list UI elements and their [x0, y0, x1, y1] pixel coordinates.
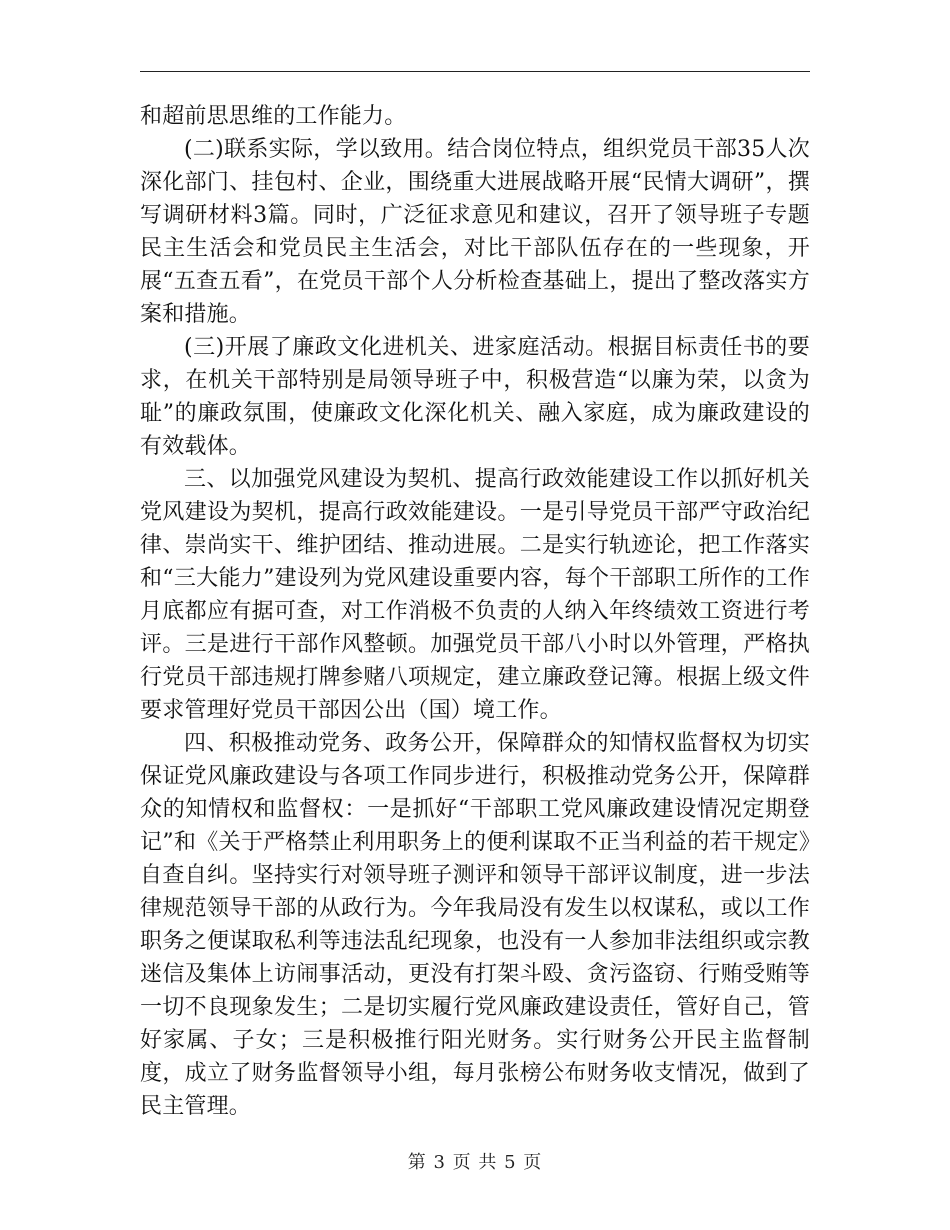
- paragraph-section-3: (三)开展了廉政文化进机关、进家庭活动。根据目标责任书的要求，在机关干部特别是局领导班子中，积极营造“以廉为荣，以贪为耻”的廉政氛围，使廉政文化深化机关、融入家庭，成为廉政建设的有效载体。: [140, 335, 810, 459]
- page-number-footer: 第 3 页 共 5 页: [407, 1152, 543, 1173]
- paragraph-part-four: 四、积极推动党务、政务公开，保障群众的知情权监督权为切实保证党风廉政建设与各项工作同步进行，积极推动党务公开，保障群众的知情权和监督权：一是抓好“干部职工党风廉政建设情况定期登记”和《关于严格禁止利用职务上的便利谋取不正当利益的若干规定》自查自纠。坚持实行对领导班子测评和领导干部评议制度，进一步法律规范领导干部的从政行为。今年我局没有发生以权谋私，或以工作职务之便谋取私利等违法乱纪现象，也没有一人参加非法组织或宗教迷信及集体上访闹事活动，更没有打架斗殴、贪污盗窃、行贿受贿等一切不良现象发生；二是切实履行党风廉政建设责任，管好自己，管好家属、子女；三是积极推行阳光财务。实行财务公开民主监督制度，成立了财务监督领导小组，每月张榜公布财务收支情况，做到了民主管理。: [140, 731, 810, 1119]
- paragraph-continuation: 和超前思思维的工作能力。: [140, 104, 407, 129]
- paragraph-section-2: (二)联系实际，学以致用。结合岗位特点，组织党员干部35人次深化部门、挂包村、企业，围绕重大进展战略开展“民情大调研”，撰写调研材料3篇。同时，广泛征求意见和建议，召开了领导班子专题民主生活会和党员民主生活会，对比干部队伍存在的一些现象，开展“五查五看”，在党员干部个人分析检查基础上，提出了整改落实方案和措施。: [140, 137, 810, 327]
- document-body: [140, 100, 810, 1123]
- header-rule: [140, 71, 810, 72]
- paragraph-part-three: 三、以加强党风建设为契机、提高行政效能建设工作以抓好机关党风建设为契机，提高行政效能建设。一是引导党员干部严守政治纪律、崇尚实干、维护团结、推动进展。二是实行轨迹论，把工作落实和“三大能力”建设列为党风建设重要内容，每个干部职工所作的工作月底都应有据可查，对工作消极不负责的人纳入年终绩效工资进行考评。三是进行干部作风整顿。加强党员干部八小时以外管理，严格执行党员干部违规打牌参赌八项规定，建立廉政登记簿。根据上级文件要求管理好党员干部因公出（国）境工作。: [140, 467, 810, 723]
